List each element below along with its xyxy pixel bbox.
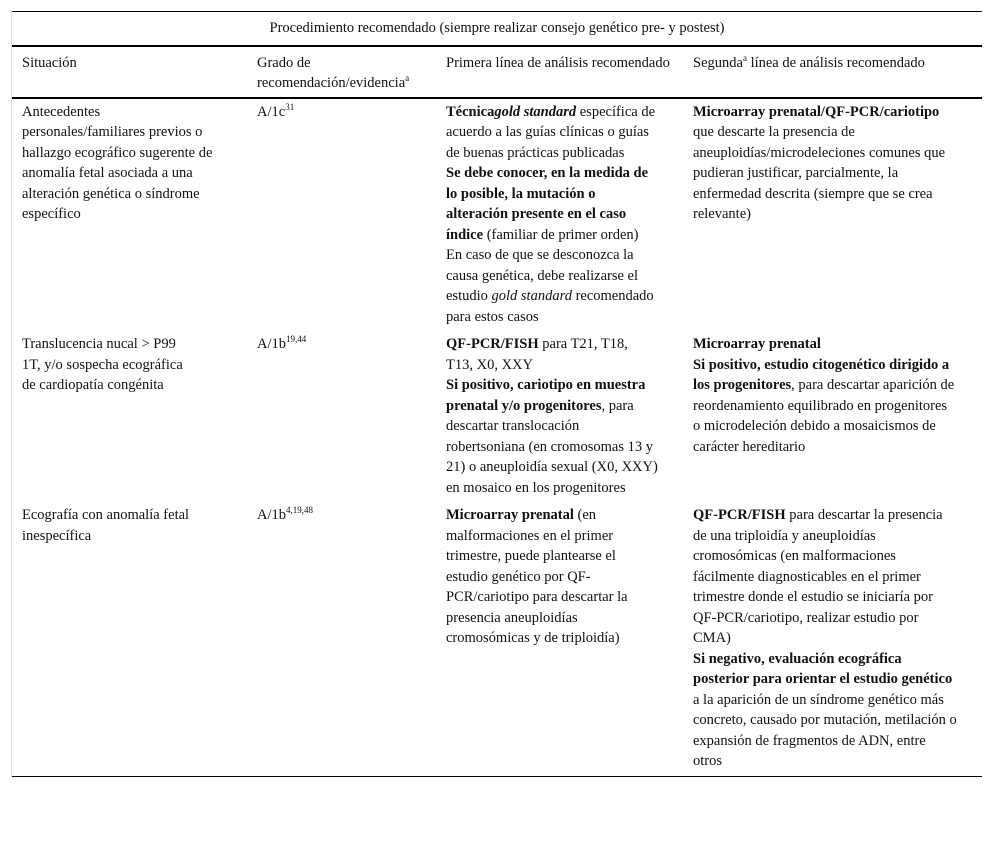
recommendation-table [12, 11, 982, 777]
header-primera-linea: Primera línea de análisis recomendado [436, 46, 683, 98]
header-situacion: Situación [12, 46, 247, 98]
first-line-cell: QF-PCR/FISH para T21, T18, T13, X0, XXY Si positivo, cariotipo en muestra prenatal y/o progenitores, para descartar translocación robertsoniana (en cromosomas 13 y 21) o aneuploidía sexual (X0, XXY) en mosaico en los progenitores [446, 336, 658, 496]
first-line-cell: Microarray prenatal (en malformaciones en el primer trimestre, puede plantearse el estudio genético por QF-PCR/cariotipo para descartar la presencia aneuploidías cromosómicas y de triploidía) [436, 502, 683, 776]
table-caption: Procedimiento recomendado (siempre realizar consejo genético pre- y postest) [12, 12, 982, 46]
situation-cell: Ecografía con anomalía fetal inespecífica [12, 502, 247, 776]
table-row [12, 502, 982, 776]
second-line-cell: QF-PCR/FISH para descartar la presencia de una triploidía y aneuploidías cromosómicas (en malformaciones fácilmente diagnosticables en el primer trimestre donde el estudio se iniciaría por QF-PCR/cariotipo, realizar estudio por CMA) Si negativo, evaluación ecográfica posterior para orientar el estudio genético a la aparición de un síndrome genético más concreto, causado por mutación, metilación o expansión de fragmentos de ADN, entre otros [683, 502, 982, 776]
recommendation-table-container [11, 11, 982, 777]
table-header-row [12, 46, 982, 98]
situation-cell: Translucencia nucal > P99 1T, y/o sospecha ecográfica de cardiopatía congénita [22, 336, 183, 393]
grade-cell: $A/1c^{31}$ [257, 101, 295, 120]
grade-cell: $A/1b^{4,19,48}$ [247, 502, 436, 776]
first-line-cell: Técnicagold standard específica de acuerdo a las guías clínicas o guías de buenas prácticas publicadas Se debe conocer, en la medida de lo posible, la mutación o alteración presente en el caso índice (familiar de primer orden) En caso de que se desconozca la causa genética, debe realizarse el estudio gold standard recomendado para estos casos [446, 103, 656, 325]
second-line-cell: Microarray prenatal Si positivo, estudio citogenético dirigido a los progenitores, para descartar aparición de reordenamiento equilibrado en progenitores o microdeleción debido a mosaicismos de carácter hereditario [693, 336, 955, 455]
table-row [12, 331, 982, 502]
second-line-cell: Microarray prenatal/QF-PCR/cariotipo que descarte la presencia de aneuploidías/microdeleciones comunes que pudieran justificar, parcialmente, la enfermedad descrita (siempre que se crea relevante) [693, 103, 946, 222]
situation-cell: Antecedentes personales/familiares previos o hallazgo ecográfico sugerente de anomalía fetal asociada a una alteración genética o síndrome específico [22, 103, 213, 222]
grade-cell: $A/1b^{19,44}$ [257, 334, 307, 352]
table-row [12, 98, 982, 332]
header-grado: Grado de recomendación/evidencia$^a$ [247, 46, 436, 98]
header-segunda-linea: Segunda$^a$ línea de análisis recomendado [683, 46, 982, 98]
